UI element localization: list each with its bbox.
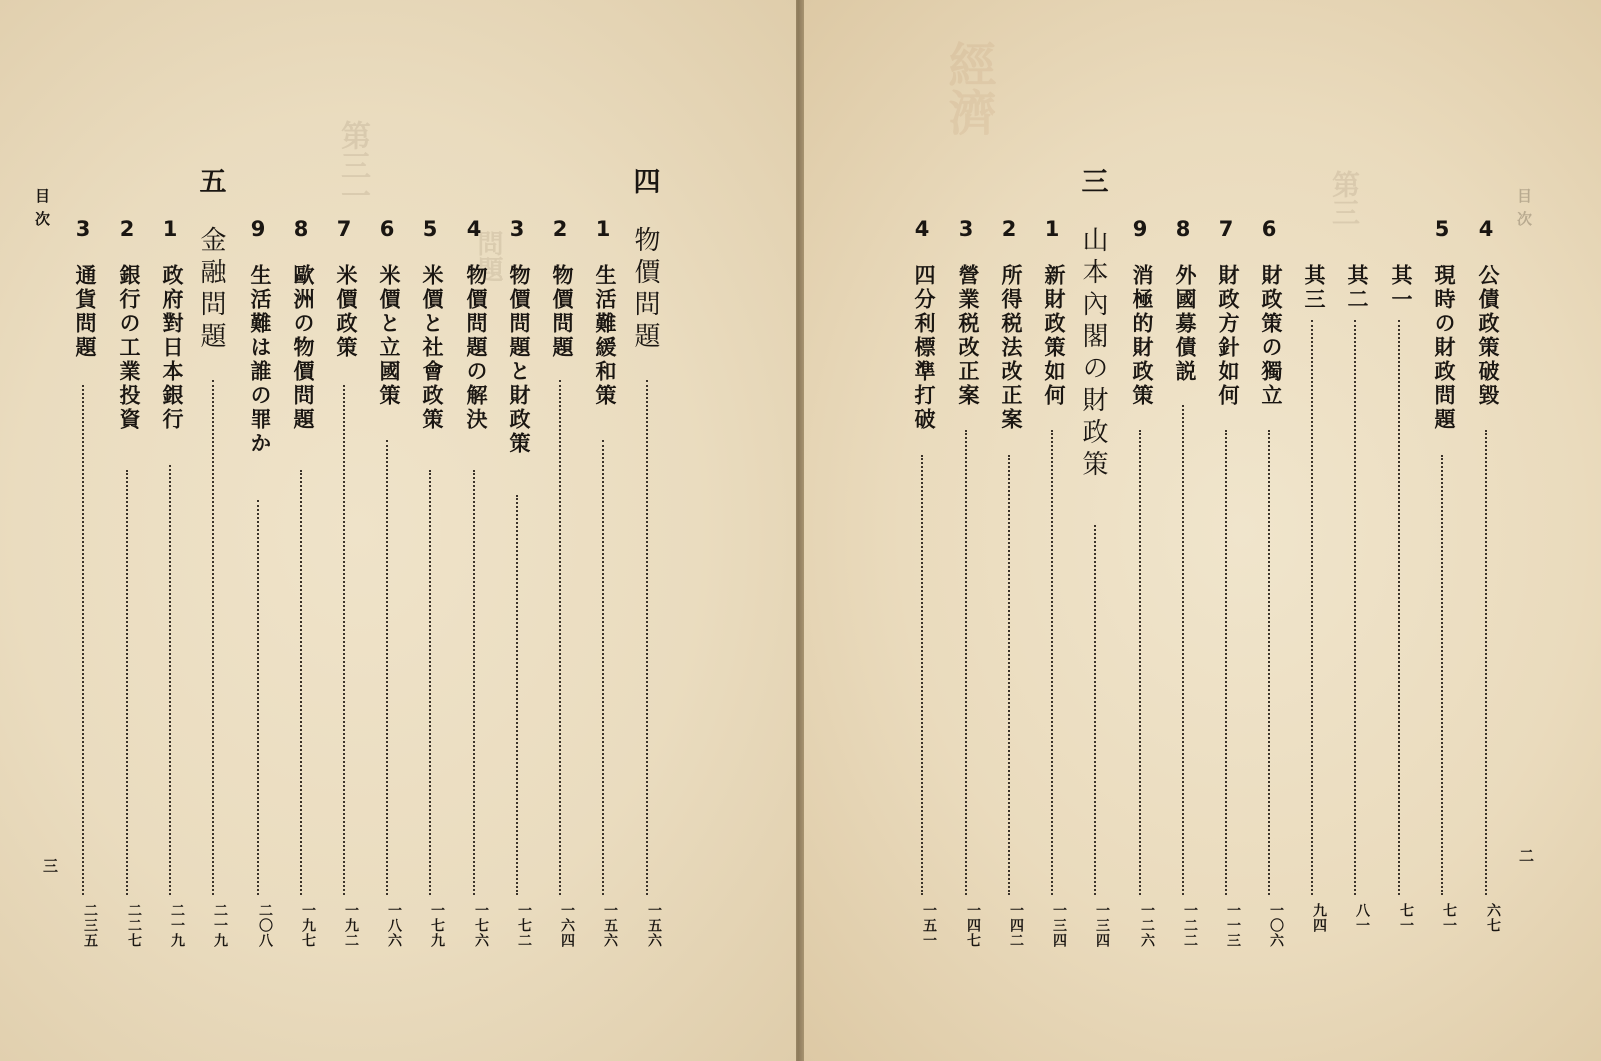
toc-entry — [1209, 0, 1243, 1061]
toc-entry — [1469, 0, 1503, 1061]
toc-entry — [284, 0, 318, 1061]
page-number: 一九七 — [300, 903, 316, 948]
toc-entry — [1295, 0, 1329, 1061]
page-number: 一七九 — [429, 903, 445, 948]
section-title: 物價問題 — [630, 226, 660, 354]
leader-dots — [300, 470, 302, 895]
section-number: 四 — [633, 167, 661, 198]
right-page — [804, 0, 1601, 1061]
entry-title: 其三 — [1302, 264, 1327, 312]
leader-dots — [559, 380, 561, 895]
entry-title: 消極的財政策 — [1130, 264, 1155, 408]
leader-dots — [212, 380, 214, 895]
toc-entry — [1123, 0, 1157, 1061]
entry-title: 物價問題と財政策 — [507, 264, 532, 456]
entry-number: 2 — [552, 217, 568, 241]
page-number: 一四二 — [1008, 903, 1024, 948]
entry-number: 3 — [958, 217, 974, 241]
page-number: 一九二 — [343, 903, 359, 948]
entry-title: 物價問題 — [550, 264, 575, 360]
entry-title: 通貨問題 — [73, 264, 98, 360]
section-heading-3 — [1078, 0, 1112, 1061]
leader-dots — [1398, 320, 1400, 895]
entry-title: 外國募債説 — [1173, 264, 1198, 384]
leader-dots — [921, 455, 923, 895]
entry-number: 5 — [422, 217, 438, 241]
toc-entry — [457, 0, 491, 1061]
toc-entry — [413, 0, 447, 1061]
entry-number: 5 — [1434, 217, 1450, 241]
leader-dots — [386, 440, 388, 895]
page-number: 一六四 — [559, 903, 575, 948]
page-number: 一七六 — [473, 903, 489, 948]
entry-number: 8 — [1175, 217, 1191, 241]
show-through-ink: 第三 — [1328, 170, 1361, 226]
entry-title: 歐洲の物價問題 — [291, 264, 316, 432]
entry-title: 財政方針如何 — [1216, 264, 1241, 408]
toc-entry — [992, 0, 1026, 1061]
leader-dots — [82, 385, 84, 895]
leader-dots — [1139, 430, 1141, 895]
toc-entry — [110, 0, 144, 1061]
page-folio: 二 — [1517, 848, 1535, 863]
leader-dots — [1182, 405, 1184, 895]
leader-dots — [1225, 430, 1227, 895]
entry-title: 財政策の獨立 — [1259, 264, 1284, 408]
toc-entry — [1425, 0, 1459, 1061]
leader-dots — [343, 385, 345, 895]
page-number: 六七 — [1485, 903, 1501, 933]
entry-title: 米價と立國策 — [377, 264, 402, 408]
leader-dots — [602, 440, 604, 895]
leader-dots — [1268, 430, 1270, 895]
entry-number: 7 — [1218, 217, 1234, 241]
section-number: 五 — [199, 167, 227, 198]
toc-entry — [1035, 0, 1069, 1061]
toc-entry — [66, 0, 100, 1061]
toc-entry — [370, 0, 404, 1061]
leader-dots — [646, 380, 648, 895]
toc-entry — [905, 0, 939, 1061]
toc-entry — [1382, 0, 1416, 1061]
show-through-ink: 經濟 — [940, 40, 996, 136]
page-folio: 三 — [41, 858, 59, 873]
leader-dots — [473, 470, 475, 895]
entry-number: 3 — [509, 217, 525, 241]
entry-title: 生活難緩和策 — [593, 264, 618, 408]
toc-entry — [1166, 0, 1200, 1061]
toc-entry — [500, 0, 534, 1061]
page-number: 七一 — [1441, 903, 1457, 933]
entry-number: 4 — [466, 217, 482, 241]
entry-number: 8 — [293, 217, 309, 241]
show-through-ink: 第三一 — [335, 120, 370, 210]
leader-dots — [516, 495, 518, 895]
page-number: 一五六 — [646, 903, 662, 948]
page-number: 一四七 — [965, 903, 981, 948]
section-heading-4 — [630, 0, 664, 1061]
entry-title: 物價問題の解決 — [464, 264, 489, 432]
entry-number: 6 — [1261, 217, 1277, 241]
entry-title: 米價と社會政策 — [420, 264, 445, 432]
page-number: 二一九 — [212, 903, 228, 948]
leader-dots — [1354, 320, 1356, 895]
entry-number: 7 — [336, 217, 352, 241]
toc-entry — [241, 0, 275, 1061]
page-number: 一七二 — [516, 903, 532, 948]
entry-title: 所得税法改正案 — [999, 264, 1024, 432]
section-title: 山本內閣の財政策 — [1078, 226, 1108, 482]
entry-title: 其一 — [1389, 264, 1414, 312]
leader-dots — [965, 430, 967, 895]
page-number: 一二六 — [1139, 903, 1155, 948]
page-number: 二一九 — [169, 903, 185, 948]
page-number: 九四 — [1311, 903, 1327, 933]
entry-number: 3 — [75, 217, 91, 241]
entry-title: 營業税改正案 — [956, 264, 981, 408]
page-number: 一五一 — [921, 903, 937, 948]
entry-title: 政府對日本銀行 — [160, 264, 185, 432]
entry-title: 其二 — [1345, 264, 1370, 312]
toc-entry — [543, 0, 577, 1061]
entry-title: 現時の財政問題 — [1432, 264, 1457, 432]
page-number: 一八六 — [386, 903, 402, 948]
entry-number: 1 — [162, 217, 178, 241]
leader-dots — [1051, 430, 1053, 895]
leader-dots — [1008, 455, 1010, 895]
entry-title: 新財政策如何 — [1042, 264, 1067, 408]
leader-dots — [1094, 525, 1096, 895]
entry-number: 2 — [1001, 217, 1017, 241]
section-title: 金融問題 — [196, 226, 226, 354]
toc-entry — [1252, 0, 1286, 1061]
toc-entry — [153, 0, 187, 1061]
toc-entry — [586, 0, 620, 1061]
leader-dots — [1485, 430, 1487, 895]
toc-entry — [327, 0, 361, 1061]
page-number: 二三五 — [82, 903, 98, 948]
leader-dots — [1311, 320, 1313, 895]
page-number: 八一 — [1354, 903, 1370, 933]
entry-title: 四分利標準打破 — [912, 264, 937, 432]
entry-number: 9 — [250, 217, 266, 241]
show-through-ink: 問題 — [473, 230, 503, 282]
leader-dots — [257, 500, 259, 895]
toc-entry — [949, 0, 983, 1061]
leader-dots — [126, 470, 128, 895]
left-page — [0, 0, 796, 1061]
leader-dots — [169, 465, 171, 895]
section-number: 三 — [1081, 167, 1109, 198]
page-number: 一三四 — [1094, 903, 1110, 948]
entry-number: 9 — [1132, 217, 1148, 241]
page-number: 七一 — [1398, 903, 1414, 933]
page-number: 一一三 — [1225, 903, 1241, 948]
entry-title: 生活難は誰の罪か — [248, 264, 273, 456]
page-number: 二二七 — [126, 903, 142, 948]
page-number: 一〇六 — [1268, 903, 1284, 948]
entry-title: 公債政策破毀 — [1476, 264, 1501, 408]
entry-title: 銀行の工業投資 — [117, 264, 142, 432]
entry-number: 1 — [595, 217, 611, 241]
section-heading-5 — [196, 0, 230, 1061]
entry-number: 1 — [1044, 217, 1060, 241]
page-number: 一二二 — [1182, 903, 1198, 948]
entry-number: 4 — [1478, 217, 1494, 241]
entry-title: 米價政策 — [334, 264, 359, 360]
entry-number: 6 — [379, 217, 395, 241]
entry-number: 4 — [914, 217, 930, 241]
leader-dots — [429, 470, 431, 895]
page-number: 二〇八 — [257, 903, 273, 948]
running-header: 目次 — [33, 188, 51, 234]
leader-dots — [1441, 455, 1443, 895]
entry-number: 2 — [119, 217, 135, 241]
page-number: 一三四 — [1051, 903, 1067, 948]
page-number: 一五六 — [602, 903, 618, 948]
toc-entry — [1338, 0, 1372, 1061]
running-header-showthrough: 目次 — [1515, 188, 1533, 234]
